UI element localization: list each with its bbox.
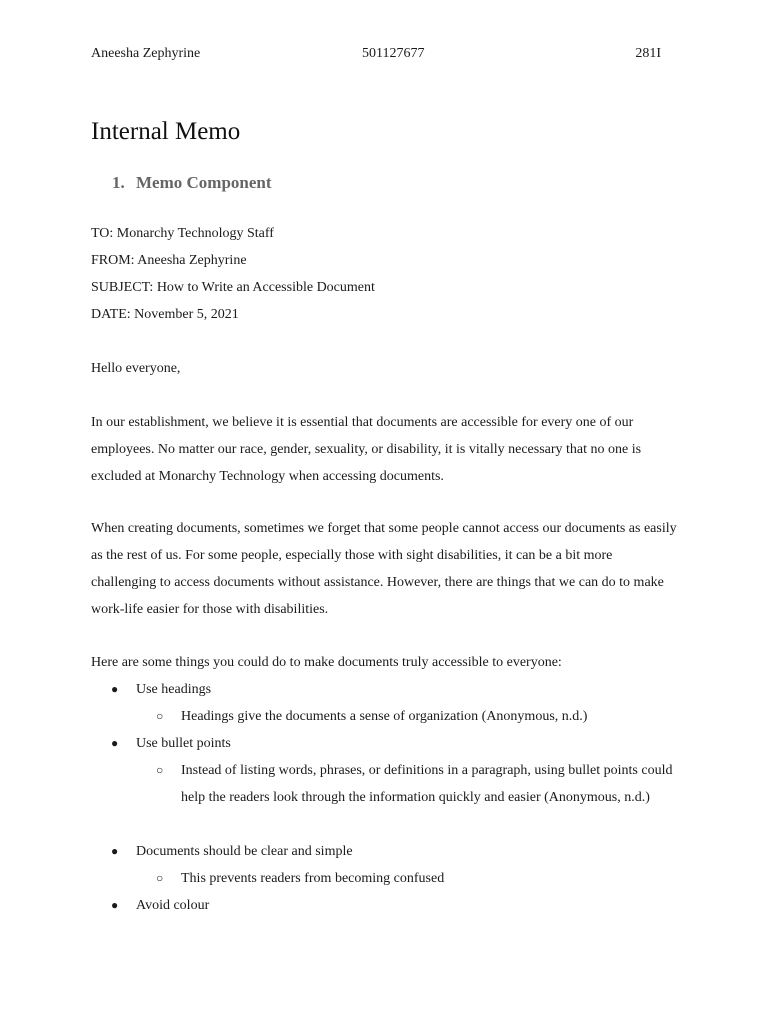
list-item-text: Use headings (136, 682, 212, 697)
list-item (111, 730, 681, 757)
sub-list-item-text: This prevents readers from becoming confused (181, 871, 445, 886)
bullet-hollow-icon: ○ (156, 709, 164, 723)
list-intro: Here are some things you could do to make documents truly accessible to everyone: (91, 655, 562, 670)
section-number: 1. (112, 173, 125, 192)
bullet-filled-icon: ● (111, 736, 119, 750)
header-student-id: 501127677 (362, 46, 425, 61)
bullet-filled-icon: ● (111, 898, 119, 912)
sub-list-item (156, 865, 681, 892)
list-item (111, 838, 681, 865)
sub-list-item (156, 757, 681, 811)
memo-to-line: TO: Monarchy Technology Staff (91, 226, 274, 241)
bullet-filled-icon: ● (111, 682, 119, 696)
sub-list-item (156, 703, 681, 730)
list-item-text: Use bullet points (136, 736, 231, 751)
page-header (91, 46, 661, 68)
document-title: Internal Memo (91, 118, 241, 145)
body-paragraph: When creating documents, sometimes we forget that some people cannot access our documents as easily as the rest of us. For some people, especially those with sight disabilities, it can be a bit more challenging to access documents without assistance. However, there are things that we can do to make work-life easier for those with disabilities. (91, 521, 677, 617)
body-paragraph: In our establishment, we believe it is essential that documents are accessible for every one of our employees. No matter our race, gender, sexuality, or disability, it is vitally necessary that no one is excluded at Monarchy Technology when accessing documents. (91, 415, 642, 484)
list-item (111, 676, 681, 703)
memo-subject-line: SUBJECT: How to Write an Accessible Document (91, 280, 375, 295)
header-course-code: 281I (635, 46, 661, 61)
bullet-hollow-icon: ○ (156, 763, 164, 777)
bullet-hollow-icon: ○ (156, 871, 164, 885)
section-heading (112, 173, 272, 193)
list-item (111, 892, 681, 919)
bullet-filled-icon: ● (111, 844, 119, 858)
list-item-text: Documents should be clear and simple (136, 844, 353, 859)
list-item-text: Avoid colour (136, 898, 210, 913)
header-author-name: Aneesha Zephyrine (91, 46, 201, 61)
memo-date-line: DATE: November 5, 2021 (91, 307, 239, 322)
greeting: Hello everyone, (91, 361, 181, 376)
sub-list-item-text: Instead of listing words, phrases, or definitions in a paragraph, using bullet points could help the readers look through the information quickly and easier (Anonymous, n.d.) (181, 763, 673, 805)
section-label: Memo Component (136, 173, 272, 192)
memo-from-line: FROM: Aneesha Zephyrine (91, 253, 247, 268)
sub-list-item-text: Headings give the documents a sense of organization (Anonymous, n.d.) (181, 709, 588, 724)
